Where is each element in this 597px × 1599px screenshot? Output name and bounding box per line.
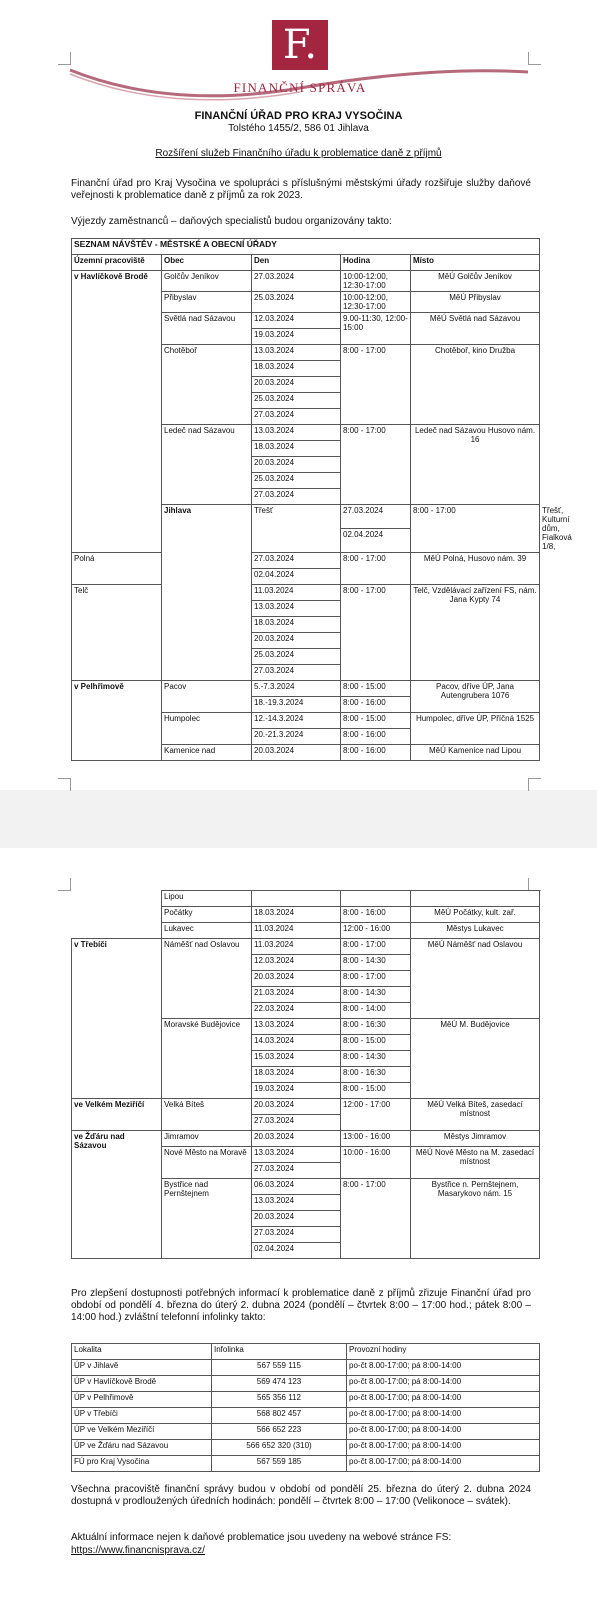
date-cell: 11.03.2024 [252, 923, 341, 939]
column-header: Hodina [341, 255, 411, 271]
visit-schedule-table [71, 238, 572, 761]
office-cell: ve Velkém Meziříčí [72, 1099, 162, 1131]
table-row [72, 1376, 540, 1392]
office-cell: Jihlava [162, 505, 252, 681]
date-cell: 20.03.2024 [252, 1131, 341, 1147]
place-cell: Městys Jimramov [411, 1131, 540, 1147]
intro-trips: Výjezdy zaměstnanců – daňových specialistů budou organizovány takto: [71, 216, 392, 227]
date-cell: 02.04.2024 [252, 1243, 341, 1259]
office-name: FINANČNÍ ÚŘAD PRO KRAJ VYSOČINA [194, 110, 403, 122]
hours-cell: 8:00 - 17:00 [341, 939, 411, 955]
hours-cell: 10:00 - 16:00 [341, 1147, 411, 1179]
hours-cell: 8:00 - 15:00 [341, 713, 411, 729]
location-cell: ÚP v Pelhřimově [72, 1392, 212, 1408]
date-cell: 02.04.2024 [252, 569, 341, 585]
date-cell: 19.03.2024 [252, 1083, 341, 1099]
table-title: SEZNAM NÁVŠTĚV - MĚSTSKÉ A OBECNÍ ÚŘADY [72, 239, 540, 255]
table-row [72, 1408, 540, 1424]
date-cell: 13.03.2024 [252, 1195, 341, 1211]
table-row [72, 1131, 540, 1147]
place-cell: Ledeč nad Sázavou Husovo nám. 16 [411, 425, 540, 505]
hours-cell: 8:00 - 16:00 [341, 697, 411, 713]
municipality-cell: Třešť [252, 505, 341, 553]
hours-cell: po-čt 8.00-17:00; pá 8:00-14:00 [347, 1360, 540, 1376]
location-cell: ÚP v Třebíči [72, 1408, 212, 1424]
place-cell: Pacov, dříve ÚP, Jana Autengrubera 1076 [411, 681, 540, 713]
date-cell: 19.03.2024 [252, 329, 341, 345]
phone-cell: 568 802 457 [212, 1408, 347, 1424]
location-cell: ÚP v Jihlavě [72, 1360, 212, 1376]
table-row [72, 553, 540, 569]
date-cell: 5.-7.3.2024 [252, 681, 341, 697]
office-address: Tolstého 1455/2, 586 01 Jihlava [228, 123, 369, 134]
date-cell: 15.03.2024 [252, 1051, 341, 1067]
municipality-cell: Lukavec [162, 923, 252, 939]
hours-cell: 9.00-11:30, 12:00-15:00 [341, 313, 411, 345]
column-header: Provozní hodiny [347, 1344, 540, 1360]
municipality-cell: Ledeč nad Sázavou [162, 425, 252, 505]
date-cell: 27.03.2024 [252, 271, 341, 292]
date-cell: 12.-14.3.2024 [252, 713, 341, 729]
date-cell: 20.03.2024 [252, 1099, 341, 1115]
document-subject: Rozšíření služeb Finančního úřadu k problematice daně z příjmů [155, 148, 442, 159]
date-cell: 27.03.2024 [252, 1115, 341, 1131]
municipality-cell: Počátky [162, 907, 252, 923]
place-cell: MěÚ Světlá nad Sázavou [411, 313, 540, 345]
document-page-2 [0, 848, 597, 1599]
date-cell: 27.03.2024 [252, 553, 341, 569]
place-cell: MěÚ Velká Bíteš, zasedací místnost [411, 1099, 540, 1131]
hours-cell: po-čt 8.00-17:00; pá 8:00-14:00 [347, 1392, 540, 1408]
place-cell: Telč, Vzdělávací zařízení FS, nám. Jana Kypty 74 [411, 585, 540, 681]
date-cell: 21.03.2024 [252, 987, 341, 1003]
date-cell: 06.03.2024 [252, 1179, 341, 1195]
crop-mark [58, 778, 71, 791]
hours-cell: 13:00 - 16:00 [341, 1131, 411, 1147]
date-cell: 20.-21.3.2024 [252, 729, 341, 745]
phone-cell: 565 356 112 [212, 1392, 347, 1408]
crop-mark [528, 778, 541, 791]
date-cell: 13.03.2024 [252, 601, 341, 617]
hours-cell: 8:00 - 14:30 [341, 955, 411, 971]
intro-paragraph: Finanční úřad pro Kraj Vysočina ve spolupráci s příslušnými městskými úřady rozšiřuje služby daňové veřejnosti k problematice daně z příjmů za rok 2023. [71, 178, 531, 201]
place-cell: Bystřice n. Pernštejnem, Masarykovo nám. 15 [411, 1179, 540, 1259]
date-cell: 27.03.2024 [252, 489, 341, 505]
date-cell: 27.03.2024 [252, 665, 341, 681]
table-row [72, 1440, 540, 1456]
hours-cell: 8:00 - 14:30 [341, 1051, 411, 1067]
column-header: Místo [411, 255, 540, 271]
column-header: Lokalita [72, 1344, 212, 1360]
hours-cell: 10:00-12:00, 12:30-17:00 [341, 292, 411, 313]
municipality-cell: Polná [72, 553, 162, 585]
location-cell: ÚP ve Velkém Meziříčí [72, 1424, 212, 1440]
hours-cell: po-čt 8.00-17:00; pá 8:00-14:00 [347, 1408, 540, 1424]
place-cell: Městys Lukavec [411, 923, 540, 939]
hours-cell: 8:00 - 17:00 [341, 425, 411, 505]
column-header: Obec [162, 255, 252, 271]
table-row [72, 681, 540, 697]
date-cell: 13.03.2024 [252, 425, 341, 441]
hours-cell: 8:00 - 14:30 [341, 987, 411, 1003]
date-cell: 20.03.2024 [252, 1211, 341, 1227]
hours-cell: 8:00 - 16:00 [341, 907, 411, 923]
office-cell: v Pelhřimově [72, 681, 162, 761]
municipality-cell: Nové Město na Moravě [162, 1147, 252, 1179]
hours-cell: 12:00 - 17:00 [341, 1099, 411, 1131]
phone-cell: 569 474 123 [212, 1376, 347, 1392]
date-cell: 13.03.2024 [252, 345, 341, 361]
extended-hours-paragraph: Všechna pracoviště finanční správy budou v období od pondělí 25. března do úterý 2. dubna 2024 dostupná v prodloužených úředních hodinách: pondělí – čtvrtek 8:00 – 17:00 (Velikonoce – svátek). [71, 1484, 531, 1507]
date-cell: 27.03.2024 [341, 505, 411, 529]
date-cell: 11.03.2024 [252, 939, 341, 955]
location-cell: ÚP v Havlíčkově Brodě [72, 1376, 212, 1392]
municipality-cell: Světlá nad Sázavou [162, 313, 252, 345]
hours-cell: 8:00 - 17:00 [341, 345, 411, 425]
hours-cell: 8:00 - 14:00 [341, 1003, 411, 1019]
place-cell: MěÚ Přibyslav [411, 292, 540, 313]
date-cell: 20.03.2024 [252, 377, 341, 393]
hours-cell: 12:00 - 16:00 [341, 923, 411, 939]
hours-cell: 8:00 - 15:00 [341, 681, 411, 697]
date-cell: 11.03.2024 [252, 585, 341, 601]
municipality-cell: Golčův Jeníkov [162, 271, 252, 292]
municipality-cell: Telč [72, 585, 162, 681]
phone-cell: 566 652 320 (310) [212, 1440, 347, 1456]
phone-cell: 567 559 115 [212, 1360, 347, 1376]
table-row [72, 585, 540, 601]
table-header-row [72, 1344, 540, 1360]
date-cell: 13.03.2024 [252, 1147, 341, 1163]
date-cell: 12.03.2024 [252, 955, 341, 971]
hours-cell: 8:00 - 16:30 [341, 1019, 411, 1035]
crop-mark [58, 878, 71, 891]
date-cell: 20.03.2024 [252, 457, 341, 473]
table-row [72, 1456, 540, 1472]
table-row: Jihlava Třešť 27.03.2024 8:00 - 17:00 Třešť, Kulturní dům, Fialková 1/8, [72, 505, 540, 529]
date-cell: 25.03.2024 [252, 393, 341, 409]
place-cell: Chotěboř, kino Družba [411, 345, 540, 425]
municipality-cell: Náměšť nad Oslavou [162, 939, 252, 1019]
date-cell: 22.03.2024 [252, 1003, 341, 1019]
visit-schedule-table-continued [71, 890, 540, 1259]
phone-cell: 566 652 223 [212, 1424, 347, 1440]
website-link[interactable]: https://www.financnisprava.cz/ [71, 1545, 205, 1556]
municipality-cell: Přibyslav [162, 292, 252, 313]
office-cell: ve Žďáru nad Sázavou [72, 1131, 162, 1259]
place-cell: MěÚ Kamenice nad Lipou [411, 745, 540, 761]
location-cell: ÚP ve Žďáru nad Sázavou [72, 1440, 212, 1456]
place-cell: MěÚ Počátky, kult. zař. [411, 907, 540, 923]
hours-cell: po-čt 8.00-17:00; pá 8:00-14:00 [347, 1440, 540, 1456]
hours-cell: 8:00 - 17:00 [341, 553, 411, 585]
date-cell: 13.03.2024 [252, 1019, 341, 1035]
office-cell: v Havlíčkově Brodě [72, 271, 162, 553]
place-cell [411, 891, 540, 907]
table-title-row [72, 239, 540, 255]
location-cell: FÚ pro Kraj Vysočina [72, 1456, 212, 1472]
municipality-cell: Moravské Budějovice [162, 1019, 252, 1099]
hours-cell: 8:00 - 16:30 [341, 1067, 411, 1083]
hours-cell: po-čt 8.00-17:00; pá 8:00-14:00 [347, 1424, 540, 1440]
hours-cell: 8:00 - 17:00 [341, 585, 411, 681]
column-header: Den [252, 255, 341, 271]
office-cell: v Třebíči [72, 939, 162, 1099]
place-cell: MěÚ Náměšť nad Oslavou [411, 939, 540, 1019]
date-cell: 18.03.2024 [252, 907, 341, 923]
date-cell: 02.04.2024 [341, 529, 411, 553]
date-cell [252, 891, 341, 907]
date-cell: 27.03.2024 [252, 1163, 341, 1179]
info-paragraph: Aktuální informace nejen k daňové problematice jsou uvedeny na webové stránce FS: [71, 1532, 452, 1543]
hours-cell: 8:00 - 17:00 [341, 971, 411, 987]
logo-text: FINANČNÍ SPRÁVA [233, 80, 367, 95]
hours-cell: 8:00 - 15:00 [341, 1083, 411, 1099]
table-header-row [72, 255, 540, 271]
hours-cell: 8:00 - 16:00 [341, 729, 411, 745]
place-cell: MěÚ Nové Město na M. zasedací místnost [411, 1147, 540, 1179]
date-cell: 18.03.2024 [252, 617, 341, 633]
date-cell: 18.-19.3.2024 [252, 697, 341, 713]
municipality-cell: Lipou [162, 891, 252, 907]
date-cell: 18.03.2024 [252, 1067, 341, 1083]
municipality-cell: Pacov [162, 681, 252, 713]
date-cell: 27.03.2024 [252, 1227, 341, 1243]
hours-cell: po-čt 8.00-17:00; pá 8:00-14:00 [347, 1376, 540, 1392]
date-cell: 18.03.2024 [252, 361, 341, 377]
column-header: Infolinka [212, 1344, 347, 1360]
infoline-table [71, 1343, 540, 1472]
municipality-cell: Jimramov [162, 1131, 252, 1147]
phone-cell: 567 559 185 [212, 1456, 347, 1472]
date-cell: 12.03.2024 [252, 313, 341, 329]
table-row [72, 1424, 540, 1440]
table-row [72, 1360, 540, 1376]
date-cell: 25.03.2024 [252, 473, 341, 489]
hours-cell: 8:00 - 17:00 [341, 1179, 411, 1259]
date-cell: 27.03.2024 [252, 409, 341, 425]
municipality-cell: Chotěboř [162, 345, 252, 425]
hours-cell: 8:00 - 16:00 [341, 745, 411, 761]
date-cell: 18.03.2024 [252, 441, 341, 457]
table-row [72, 271, 540, 292]
date-cell: 20.03.2024 [252, 971, 341, 987]
date-cell: 25.03.2024 [252, 292, 341, 313]
place-cell: MěÚ M. Budějovice [411, 1019, 540, 1099]
place-cell: MěÚ Golčův Jeníkov [411, 271, 540, 292]
date-cell: 25.03.2024 [252, 649, 341, 665]
document-page-1 [0, 0, 597, 790]
municipality-cell: Bystřice nad Pernštejnem [162, 1179, 252, 1259]
place-cell: MěÚ Polná, Husovo nám. 39 [411, 553, 540, 585]
place-cell: Humpolec, dříve ÚP, Příčná 1525 [411, 713, 540, 745]
column-header: Územní pracoviště [72, 255, 162, 271]
office-cell [72, 891, 162, 939]
infoline-paragraph: Pro zlepšení dostupnosti potřebných informací k problematice daně z příjmů zřizuje Finanční úřad pro období od pondělí 4. března do úterý 2. dubna 2024 (pondělí – čtvrtek 8:00 – 17:00 hod.; pátek 8:00 – 14:00 hod.) zvláštní telefonní infolinky takto: [71, 1288, 531, 1323]
date-cell: 20.03.2024 [252, 745, 341, 761]
table-row [72, 1099, 540, 1115]
table-row [72, 891, 540, 907]
hours-cell: 8:00 - 17:00 [411, 505, 540, 553]
hours-cell: 8:00 - 15:00 [341, 1035, 411, 1051]
hours-cell: 10:00-12:00, 12:30-17:00 [341, 271, 411, 292]
municipality-cell: Kamenice nad [162, 745, 252, 761]
hours-cell: po-čt 8.00-17:00; pá 8:00-14:00 [347, 1456, 540, 1472]
date-cell: 14.03.2024 [252, 1035, 341, 1051]
table-row [72, 1392, 540, 1408]
logo: F. [272, 20, 328, 70]
table-row [72, 939, 540, 955]
hours-cell [341, 891, 411, 907]
municipality-cell: Velká Bíteš [162, 1099, 252, 1131]
date-cell: 20.03.2024 [252, 633, 341, 649]
municipality-cell: Humpolec [162, 713, 252, 745]
